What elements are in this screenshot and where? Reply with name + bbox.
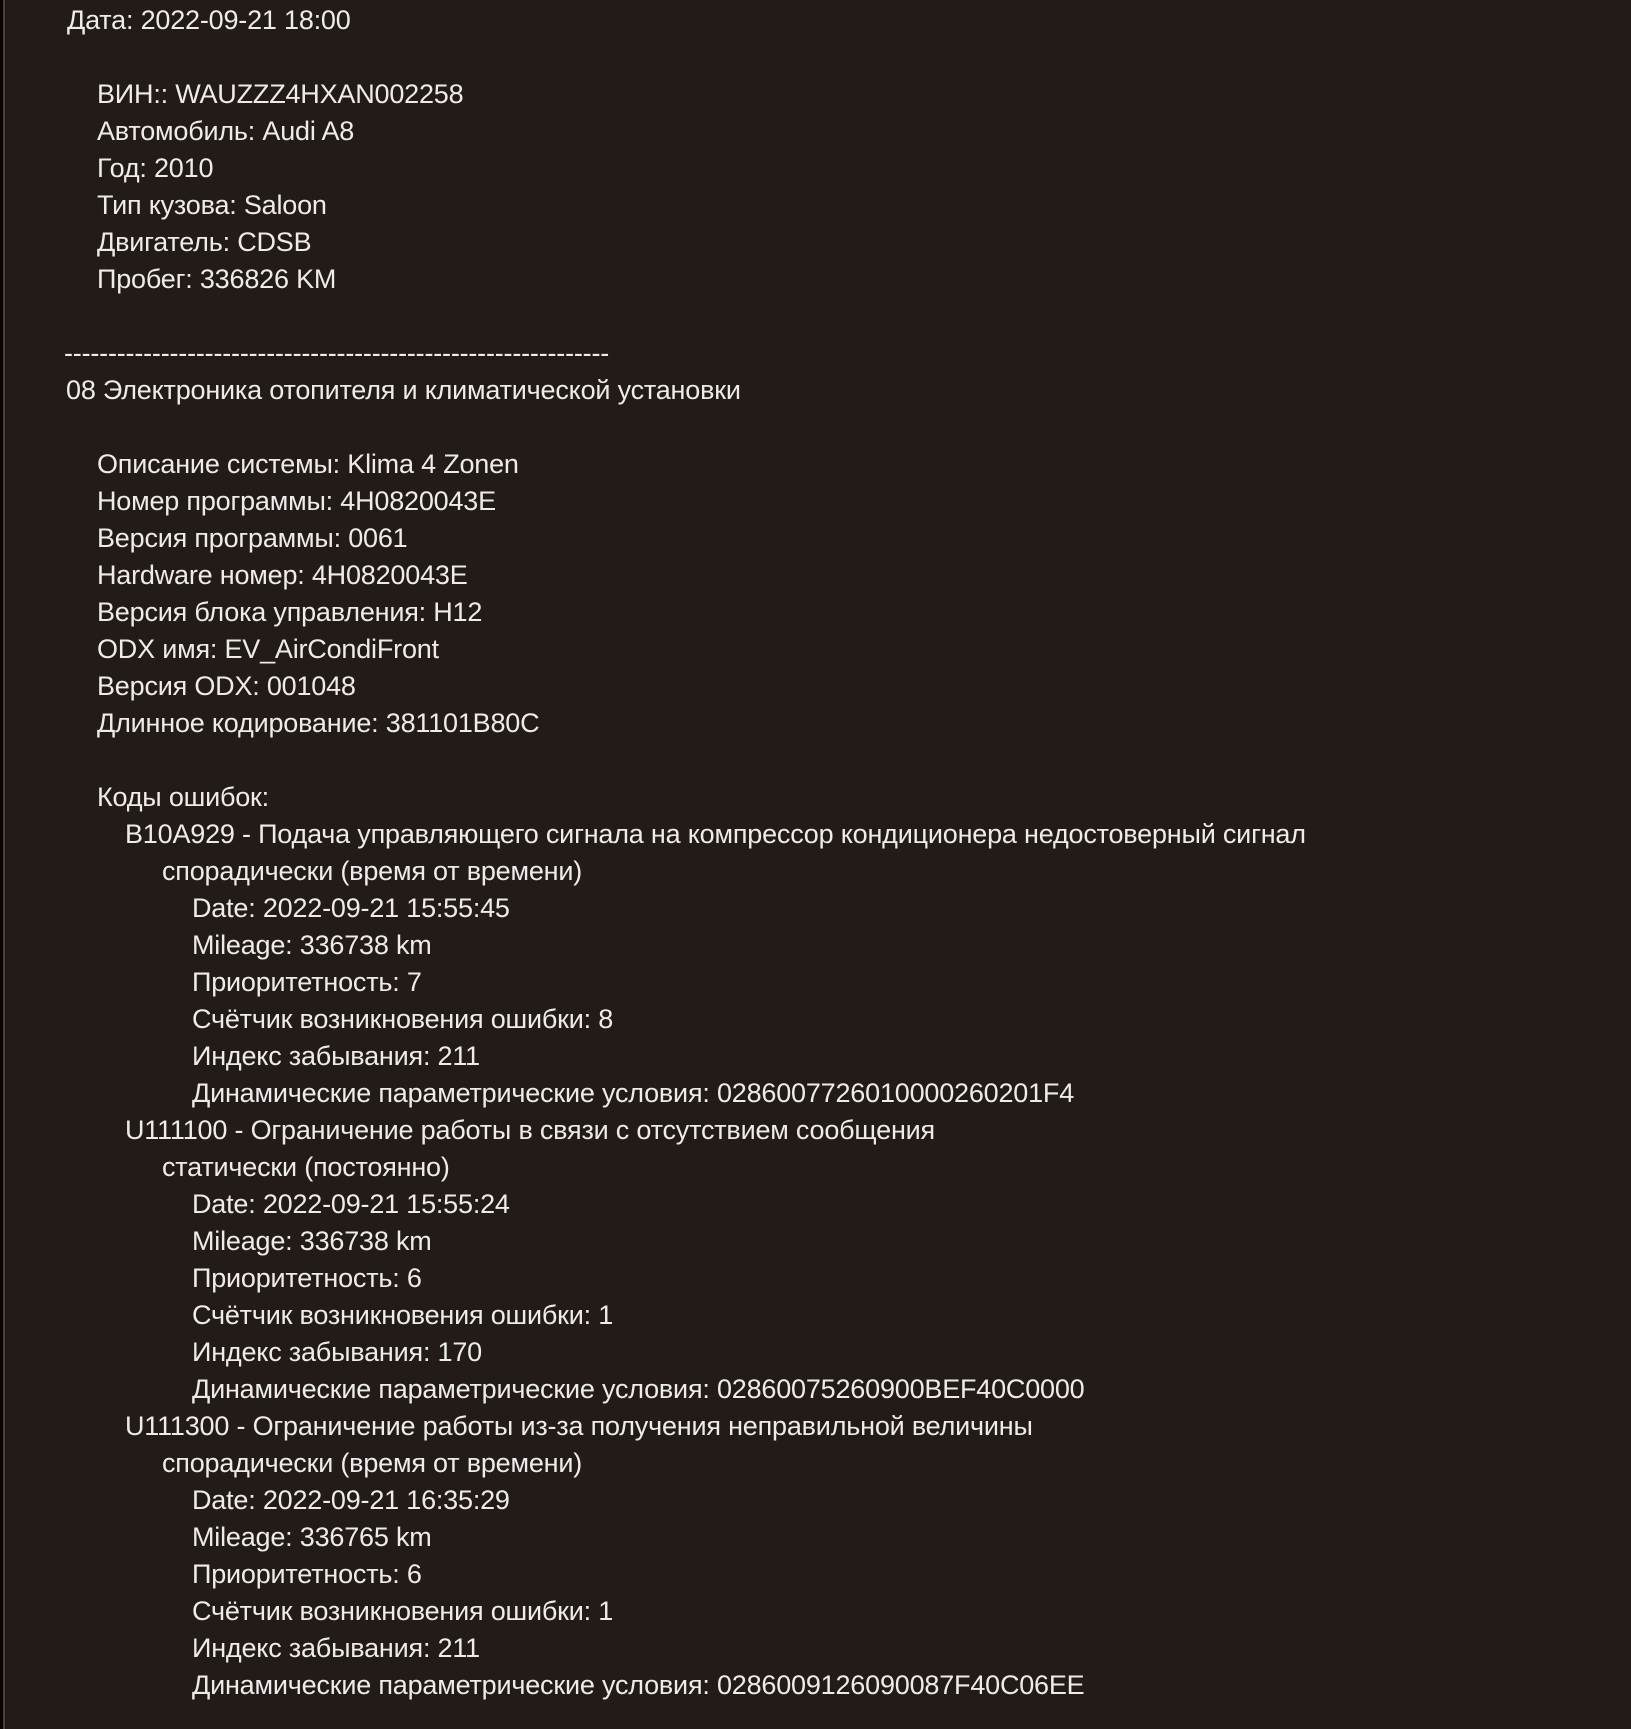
module-odx-version-line: Версия ODX: 001048: [97, 671, 356, 701]
report-date-line: Дата: 2022-09-21 18:00: [67, 5, 351, 35]
fault-counter-line: Счётчик возникновения ошибки: 8: [192, 1004, 614, 1034]
blank-line: [0, 298, 1631, 335]
fault-date-line: Date: 2022-09-21 16:35:29: [192, 1485, 510, 1515]
fault-mileage-line: Mileage: 336738 km: [192, 1226, 432, 1256]
fault-priority-line: Приоритетность: 6: [192, 1263, 422, 1293]
fault-status-line: спорадически (время от времени): [162, 856, 583, 886]
blank-line: [0, 39, 1631, 76]
fault-priority-line: Приоритетность: 6: [192, 1559, 422, 1589]
vehicle-model-line: Автомобиль: Audi A8: [97, 116, 355, 146]
fault-forget-index-line: Индекс забывания: 211: [192, 1633, 480, 1663]
vehicle-info-section: [0, 76, 1631, 298]
fault-counter-line: Счётчик возникновения ошибки: 1: [192, 1300, 614, 1330]
fault-code-line: B10A929 - Подача управляющего сигнала на компрессор кондиционера недостоверный сигнал: [125, 819, 1306, 849]
module-title-line: 08 Электроника отопителя и климатической установки: [66, 375, 741, 405]
vehicle-mileage-line: Пробег: 336826 KM: [97, 264, 337, 294]
diagnostic-report-text-area[interactable]: [0, 2, 1631, 1704]
blank-line: [0, 742, 1631, 779]
fault-code-line: U111100 - Ограничение работы в связи с отсутствием сообщения: [125, 1115, 935, 1145]
vehicle-year-line: Год: 2010: [97, 153, 214, 183]
fault-entry: [0, 1112, 1631, 1408]
fault-forget-index-line: Индекс забывания: 211: [192, 1041, 480, 1071]
module-system-description-line: Описание системы: Klima 4 Zonen: [97, 449, 519, 479]
dashed-separator: --------------------------------------------------------------: [64, 338, 610, 368]
fault-priority-line: Приоритетность: 7: [192, 967, 422, 997]
fault-mileage-line: Mileage: 336765 km: [192, 1522, 432, 1552]
fault-status-line: спорадически (время от времени): [162, 1448, 583, 1478]
module-program-version-line: Версия программы: 0061: [97, 523, 408, 553]
module-hardware-number-line: Hardware номер: 4H0820043E: [97, 560, 468, 590]
fault-entry: [0, 1408, 1631, 1704]
blank-line: [0, 409, 1631, 446]
fault-date-line: Date: 2022-09-21 15:55:24: [192, 1189, 510, 1219]
fault-dynamic-conditions-line: Динамические параметрические условия: 0286007726010000260201F4: [192, 1078, 1075, 1108]
fault-code-line: U111300 - Ограничение работы из-за получения неправильной величины: [125, 1411, 1033, 1441]
module-long-coding-line: Длинное кодирование: 381101B80C: [97, 708, 540, 738]
fault-dynamic-conditions-line: Динамические параметрические условия: 02860075260900BEF40C0000: [192, 1374, 1085, 1404]
fault-mileage-line: Mileage: 336738 km: [192, 930, 432, 960]
vehicle-vin-line: ВИН:: WAUZZZ4HXAN002258: [97, 79, 464, 109]
vehicle-engine-line: Двигатель: CDSB: [97, 227, 312, 257]
fault-counter-line: Счётчик возникновения ошибки: 1: [192, 1596, 614, 1626]
fault-status-line: статически (постоянно): [162, 1152, 450, 1182]
fault-forget-index-line: Индекс забывания: 170: [192, 1337, 482, 1367]
module-section: [0, 372, 1631, 1704]
fault-date-line: Date: 2022-09-21 15:55:45: [192, 893, 510, 923]
fault-entry: [0, 816, 1631, 1112]
fault-codes-header-line: Коды ошибок:: [97, 782, 269, 812]
module-control-unit-version-line: Версия блока управления: H12: [97, 597, 483, 627]
vehicle-body-type-line: Тип кузова: Saloon: [97, 190, 327, 220]
fault-dynamic-conditions-line: Динамические параметрические условия: 0286009126090087F40C06EE: [192, 1670, 1085, 1700]
module-odx-name-line: ODX имя: EV_AirCondiFront: [97, 634, 439, 664]
module-program-number-line: Номер программы: 4H0820043E: [97, 486, 496, 516]
